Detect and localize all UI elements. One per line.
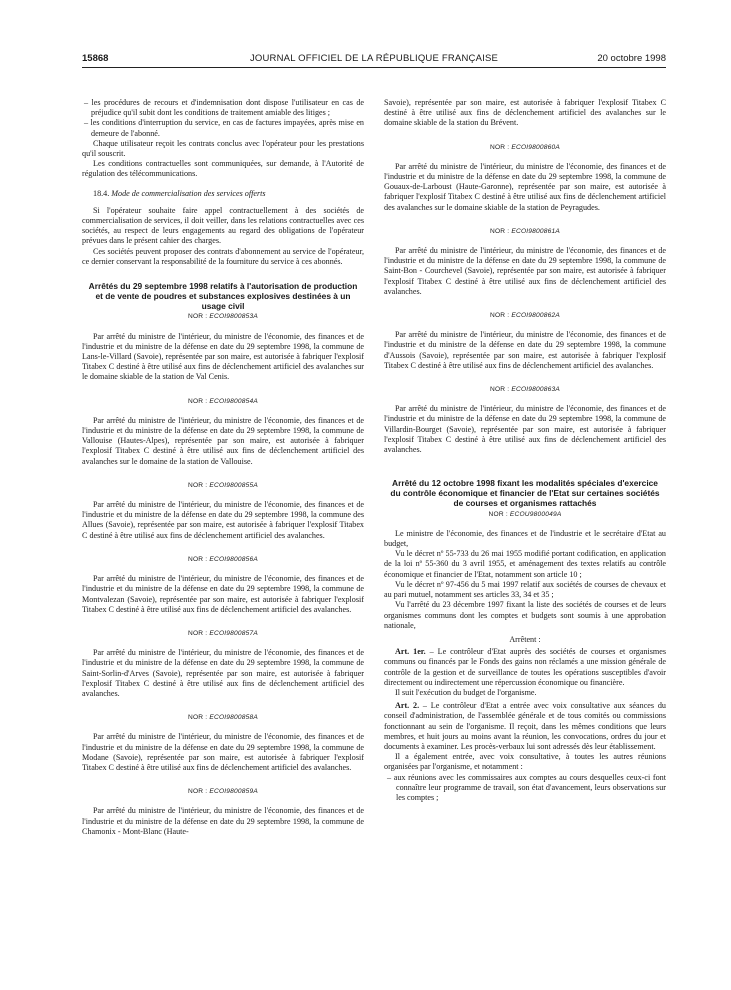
decree-862 — [384, 311, 666, 371]
issue-date: 20 octobre 1998 — [597, 53, 666, 64]
preamble-vu-decret-1997: Vu le décret nº 97-456 du 5 mai 1997 relatif aux sociétés de courses de chevaux et au pari mutuel, notamment ses articles 33, 34 et 35 ; — [384, 579, 666, 600]
nor-label: NOR : — [490, 227, 510, 235]
arretes-title: Arrêtés du 29 septembre 1998 relatifs à l'autorisation de production et de vente de poudres et substances explosives destinées à un usage civil — [88, 281, 358, 311]
right-column — [384, 98, 666, 803]
nor-code: ECOI9800858A — [209, 714, 258, 722]
para-contrats: Chaque utilisateur reçoit les contrats conclus avec l'opérateur pour les prestations qu'il souscrit. — [82, 138, 364, 159]
nor-label: NOR : — [188, 397, 208, 405]
preamble-vu-decret-1955: Vu le décret nº 55-733 du 26 mai 1955 modifié portant codification, en application de la loi nº 55-360 du 3 avril 1955, et aménagement des textes relatifs au contrôle économique et financier de l'Etat, notamment son article 10 ; — [384, 549, 666, 579]
decree-text: Par arrêté du ministre de l'intérieur, du ministre de l'économie, des finances et de l'industrie et du ministre de la défense en date du 29 septembre 1998, la commune de Saint-Bon - Courchevel (Savoie), représentée par son maire, est autorisée à fabriquer l'explosif Titabex C destiné à être utilisé aux fins de déclenchement artificiel des avalanches. — [384, 246, 666, 296]
nor-line — [384, 510, 666, 520]
nor-label: NOR : — [490, 312, 510, 320]
nor-line — [384, 227, 666, 237]
article-1 — [384, 647, 666, 688]
decree-859 — [82, 787, 364, 837]
nor-label: NOR : — [188, 714, 208, 722]
article-2 — [384, 701, 666, 752]
nor-code: ECOI9800859A — [209, 788, 258, 796]
para-operateur: Si l'opérateur souhaite faire appel contractuellement à des sociétés de commercialisation de services, il doit veiller, dans les relations contractuelles avec ces sociétés, au respect de leurs engagements au regard des obligations de l'opérateur prévues dans le présent cahier des charges. — [82, 205, 364, 246]
page-header — [82, 53, 666, 67]
arrete-courses-title: Arrêté du 12 octobre 1998 fixant les modalités spéciales d'exercice du contrôle économique et financier de l'Etat sur certaines sociétés de courses et organismes rattachés — [390, 478, 660, 508]
nor-code: ECOI9800856A — [209, 555, 258, 563]
nor-label: NOR : — [188, 481, 208, 489]
nor-code: ECOU9800049A — [509, 510, 562, 518]
nor-label: NOR : — [188, 313, 208, 321]
nor-code: ECOI9800863A — [511, 386, 560, 394]
decree-text: Par arrêté du ministre de l'intérieur, du ministre de l'économie, des finances et de l'industrie et du ministre de la défense en date du 29 septembre 1998, la commune de Gouaux-de-Larboust (Haute-Garonne), représentée par son maire, est autorisée à fabriquer l'explosif Titabex C destiné à être utilisé aux fins de déclenchement artificiel des avalanches sur le domaine skiable de la station de Peyragudes. — [384, 161, 666, 212]
nor-line — [384, 385, 666, 395]
nor-line — [82, 629, 364, 639]
decree-853 — [82, 312, 364, 382]
continued-decree-text: Savoie), représentée par son maire, est autorisée à fabriquer l'explosif Titabex C destiné à être utilisé aux fins de déclenchement artificiel des avalanches sur le domaine skiable de la station du Brévent. — [384, 98, 666, 128]
journal-title: JOURNAL OFFICIEL DE LA RÉPUBLIQUE FRANÇAISE — [249, 53, 499, 64]
decree-855 — [82, 481, 364, 541]
nor-line — [82, 481, 364, 491]
nor-code: ECOI9800861A — [511, 227, 560, 235]
nor-code: ECOI9800855A — [209, 481, 258, 489]
nor-line — [82, 787, 364, 797]
nor-code: ECOI9800862A — [511, 312, 560, 320]
article-label: Art. 1er. — [395, 647, 426, 657]
decree-863 — [384, 385, 666, 455]
article-2-para-2: Il a également entrée, avec voix consultative, à toutes les autres réunions organisées par l'organisme, et notamment : — [384, 752, 666, 772]
header-rule — [82, 67, 666, 68]
nor-line — [82, 397, 364, 407]
bullet-interruption: – les conditions d'interruption du service, en cas de factures impayées, après mise en demeure de l'abonné. — [84, 118, 364, 138]
decree-854 — [82, 397, 364, 467]
decree-text: Par arrêté du ministre de l'intérieur, du ministre de l'économie, des finances et de l'industrie et du ministre de la défense en date du 29 septembre 1998, la commune de Modane (Savoie), représentée par son maire, est autorisée à fabriquer l'explosif Titabex C destiné à être utilisé aux fins de déclenchement artificiel des avalanches. — [82, 732, 364, 772]
page-number: 15868 — [82, 53, 109, 64]
nor-label: NOR : — [188, 555, 208, 563]
decree-text: Par arrêté du ministre de l'intérieur, du ministre de l'économie, des finances et de l'industrie et du ministre de la défense en date du 29 septembre 1998, la commune de Vallouise (Hautes-Alpes), représentée par son maire, est autorisée à fabriquer l'explosif Titabex C destiné à être utilisé aux fins de déclenchement artificiel des avalanches sur le domaine de la station de Vallouise. — [82, 415, 364, 466]
nor-label: NOR : — [490, 386, 510, 394]
nor-line — [384, 143, 666, 153]
para-societes: Ces sociétés peuvent proposer des contrats d'abonnement au service de l'opérateur, ce dernier conservant la responsabilité de la fourniture du service à ces abonnés. — [82, 246, 364, 266]
article-label: Art. 2. — [395, 701, 420, 711]
decree-text: Par arrêté du ministre de l'intérieur, du ministre de l'économie, des finances et de l'industrie et du ministre de la défense en date du 29 septembre 1998, la commune de Chamonix - Mont-Blanc (Haute- — [82, 806, 364, 836]
nor-code: ECOI9800854A — [209, 397, 258, 405]
decree-860 — [384, 143, 666, 213]
nor-line — [82, 713, 364, 723]
nor-code: ECOI9800853A — [209, 313, 258, 321]
decree-text: Par arrêté du ministre de l'intérieur, du ministre de l'économie, des finances et de l'industrie et du ministre de la défense en date du 29 septembre 1998, la commune de Montvalezan (Savoie), représentée par son maire, est autorisée à fabriquer l'explosif Titabex C destiné à être utilisé aux fins de déclenchement artificiel des avalanches. — [82, 574, 364, 614]
nor-line — [82, 312, 364, 322]
preamble-ministre: Le ministre de l'économie, des finances et de l'industrie et le secrétaire d'Etat au budget, — [384, 528, 666, 549]
decree-text: Par arrêté du ministre de l'intérieur, du ministre de l'économie, des finances et de l'industrie et du ministre de la défense en date du 29 septembre 1998, la commune d'Aussois (Savoie), représentée par son maire, est autorisée à fabriquer l'explosif Titabex C destiné à être utilisé aux fins de déclenchement artificiel des avalanches. — [384, 330, 666, 370]
nor-line — [384, 311, 666, 321]
decree-856 — [82, 555, 364, 615]
decree-857 — [82, 629, 364, 699]
nor-line — [82, 555, 364, 565]
article-1-para-2: Il suit l'exécution du budget de l'organisme. — [395, 687, 537, 697]
article-text: – Le contrôleur d'Etat auprès des sociétés de courses et organismes communs ou financés par le Fonds des gains non réclamés a une mission générale de contrôle de la gestion et de surveillance de toutes les opérations susceptibles d'avoir directement ou indirectement une répercussion économique ou financière. — [384, 647, 666, 687]
preamble-vu-arrete-1997: Vu l'arrêté du 23 décembre 1997 fixant la liste des sociétés de courses et de leurs organismes communs dont les comptes et budgets sont soumis à une approbation nationale, — [384, 600, 666, 630]
bullet-recours: – les procédures de recours et d'indemnisation dont dispose l'utilisateur en cas de préjudice qu'il subit dont les conditions de traitement amiable des litiges ; — [84, 98, 364, 118]
decree-text: Par arrêté du ministre de l'intérieur, du ministre de l'économie, des finances et de l'industrie et du ministre de la défense en date du 29 septembre 1998, la commune des Allues (Savoie), représentée par son maire, est autorisée à fabriquer l'explosif Titabex C destiné à être utilisé aux fins de déclenchement artificiel des avalanches. — [82, 500, 364, 540]
article-text: – Le contrôleur d'Etat a entrée avec voix consultative aux séances du conseil d'administration, de l'assemblée générale et de tous comités ou commissions fonctionnant au sein de l'organisme. Il reçoit, dans les mêmes conditions que leurs membres, et huit jours au moins avant la réunion, les convocations, ordres du jour et documents à examiner. Les procès-verbaux lui sont adressés dès leur établissement. — [384, 701, 666, 751]
decree-text: Par arrêté du ministre de l'intérieur, du ministre de l'économie, des finances et de l'industrie et du ministre de la défense en date du 29 septembre 1998, la commune de Lans-le-Villard (Savoie), représentée par son maire, est autorisée à fabriquer l'explosif Titabex C destiné à être utilisé aux fins de déclenchement artificiel des avalanches sur le domaine skiable de la station de Val Cenis. — [82, 331, 364, 382]
nor-label: NOR : — [490, 143, 510, 151]
section-heading — [82, 189, 364, 199]
section-title: Mode de commercialisation des services offerts — [111, 188, 266, 198]
para-conditions: Les conditions contractuelles sont communiquées, sur demande, à l'Autorité de régulation des télécommunications. — [82, 159, 364, 179]
article-2-item: – aux réunions avec les commissaires aux comptes au cours desquelles ceux-ci font connaître leur programme de travail, son état d'avancement, leurs observations sur les comptes ; — [387, 772, 666, 802]
decree-text: Par arrêté du ministre de l'intérieur, du ministre de l'économie, des finances et de l'industrie et du ministre de la défense en date du 29 septembre 1998, la commune de Villardin-Bourget (Savoie), représentée par son maire, est autorisée à fabriquer l'explosif Titabex C destiné à être utilisé aux fins de déclenchement artificiel des avalanches. — [384, 404, 666, 455]
nor-label: NOR : — [188, 788, 208, 796]
nor-code: ECOI9800857A — [209, 629, 258, 637]
decree-858 — [82, 713, 364, 773]
arretent-heading: Arrêtent : — [509, 634, 541, 644]
left-column — [82, 98, 364, 837]
section-number: 18.4. — [93, 188, 110, 198]
nor-code: ECOI9800860A — [511, 143, 560, 151]
nor-label: NOR : — [188, 629, 208, 637]
nor-label: NOR : — [488, 510, 508, 518]
decree-861 — [384, 227, 666, 297]
decree-text: Par arrêté du ministre de l'intérieur, du ministre de l'économie, des finances et de l'industrie et du ministre de la défense en date du 29 septembre 1998, la commune de Saint-Sorlin-d'Arves (Savoie), représentée par son maire, est autorisée à fabriquer l'explosif Titabex C destiné à être utilisé aux fins de déclenchement artificiel des avalanches. — [82, 648, 364, 698]
